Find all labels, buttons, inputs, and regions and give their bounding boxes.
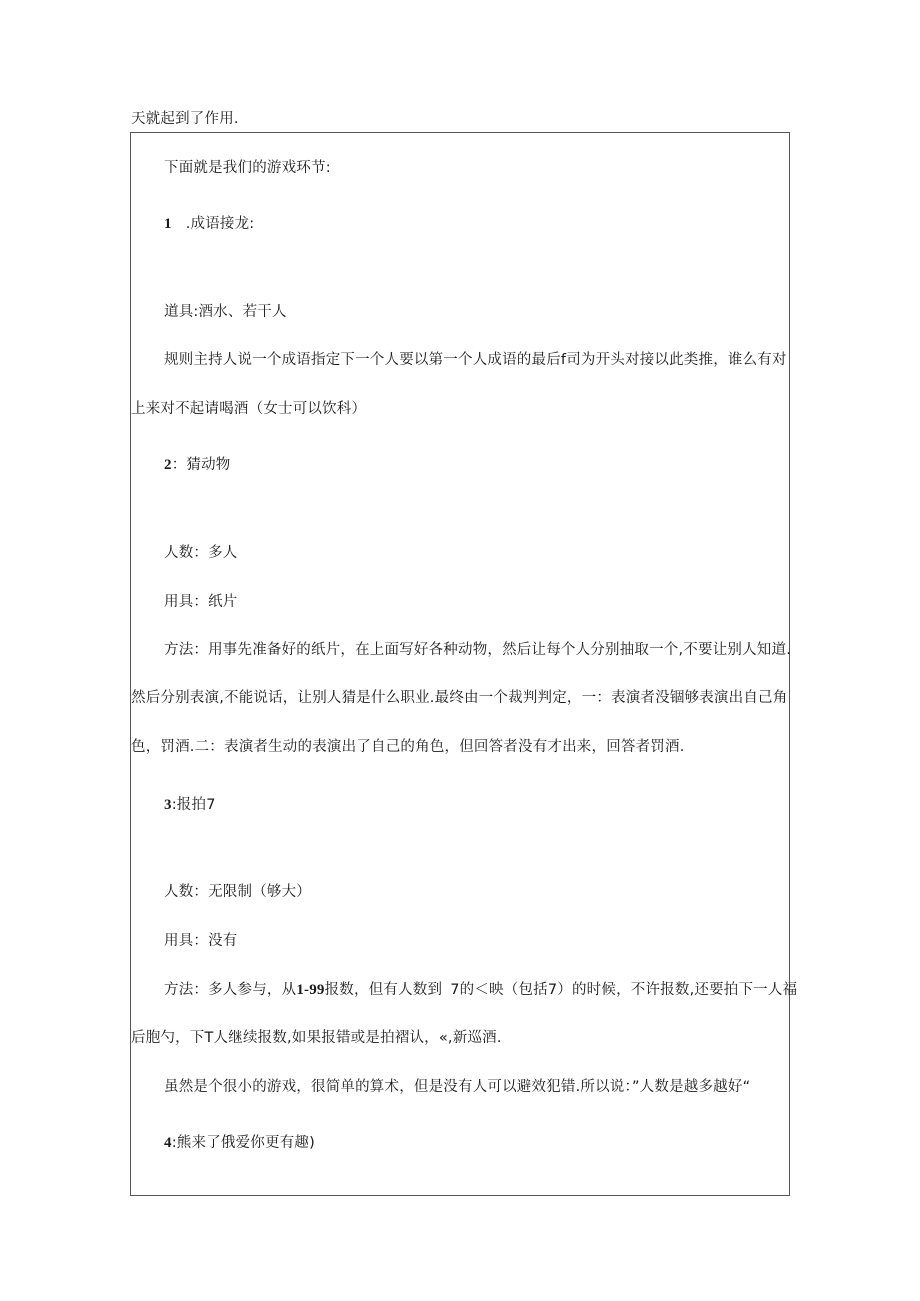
game3-heading xyxy=(164,795,216,815)
game1-number: 1 xyxy=(164,216,172,232)
game3-method-part-c: 7的＜映（包括7）的时候，不许报数,还要拍下一人福 xyxy=(450,982,798,998)
game4-number: 4 xyxy=(164,1135,172,1151)
game2-method-line-1: 方法：用事先准备好的纸片，在上面写好各种动物，然后让每个人分别抽取一个,不要让别人知道. xyxy=(164,642,792,658)
game1-title: .成语接龙: xyxy=(185,216,255,232)
game2-title: ：猜动物 xyxy=(171,457,231,473)
game3-summary: 虽然是个很小的游戏，很简单的算术，但是没有人可以避效犯错.所以说：”人数是越多越好“ xyxy=(164,1079,751,1095)
game2-number: 2 xyxy=(164,457,172,473)
game3-people: 人数：无限制（够大） xyxy=(164,884,311,900)
game4-title: :熊来了俄爱你更有趣) xyxy=(171,1135,315,1151)
game2-tools: 用具：纸片 xyxy=(164,594,238,610)
game3-method-number: 1-99 xyxy=(296,982,325,998)
game2-method-line-2: 然后分别表演,不能说话，让别人猜是什么职业.最终由一个裁判判定，一：表演者没锢够表演出自己角 xyxy=(131,690,788,706)
game3-number: 3 xyxy=(164,797,172,813)
game3-title: :报拍7 xyxy=(171,797,216,813)
game3-method-part-b: 报数，但有人数到 xyxy=(324,982,443,998)
game1-rule-line-1: 规则主持人说一个成语指定下一个人要以第一个人成语的最后f司为开头对接以此类推，谁么有对 xyxy=(164,352,787,368)
game3-method-part-a: 方法：多人参与，从 xyxy=(164,982,297,998)
game3-method-line-2: 后胞勺，下T人继续报数,如果报错或是拍褶认，«,新巡酒. xyxy=(131,1030,502,1046)
top-text-line: 天就起到了作用. xyxy=(131,111,239,127)
game2-method-line-3: 色，罚酒.二：表演者生动的表演出了自己的角色，但回答者没有才出来，回答者罚酒. xyxy=(131,739,685,755)
intro-line: 下面就是我们的游戏环节: xyxy=(164,160,331,176)
game2-heading xyxy=(164,455,231,475)
game1-rule-line-2: 上来对不起请喝酒（女士可以饮科） xyxy=(131,401,367,417)
game3-method-line-1 xyxy=(164,980,797,1000)
game2-people: 人数：多人 xyxy=(164,545,238,561)
game1-props: 道具:酒水、若干人 xyxy=(164,304,287,320)
game1-heading xyxy=(164,214,254,234)
game3-tools: 用具：没有 xyxy=(164,933,238,949)
game4-heading xyxy=(164,1133,315,1153)
